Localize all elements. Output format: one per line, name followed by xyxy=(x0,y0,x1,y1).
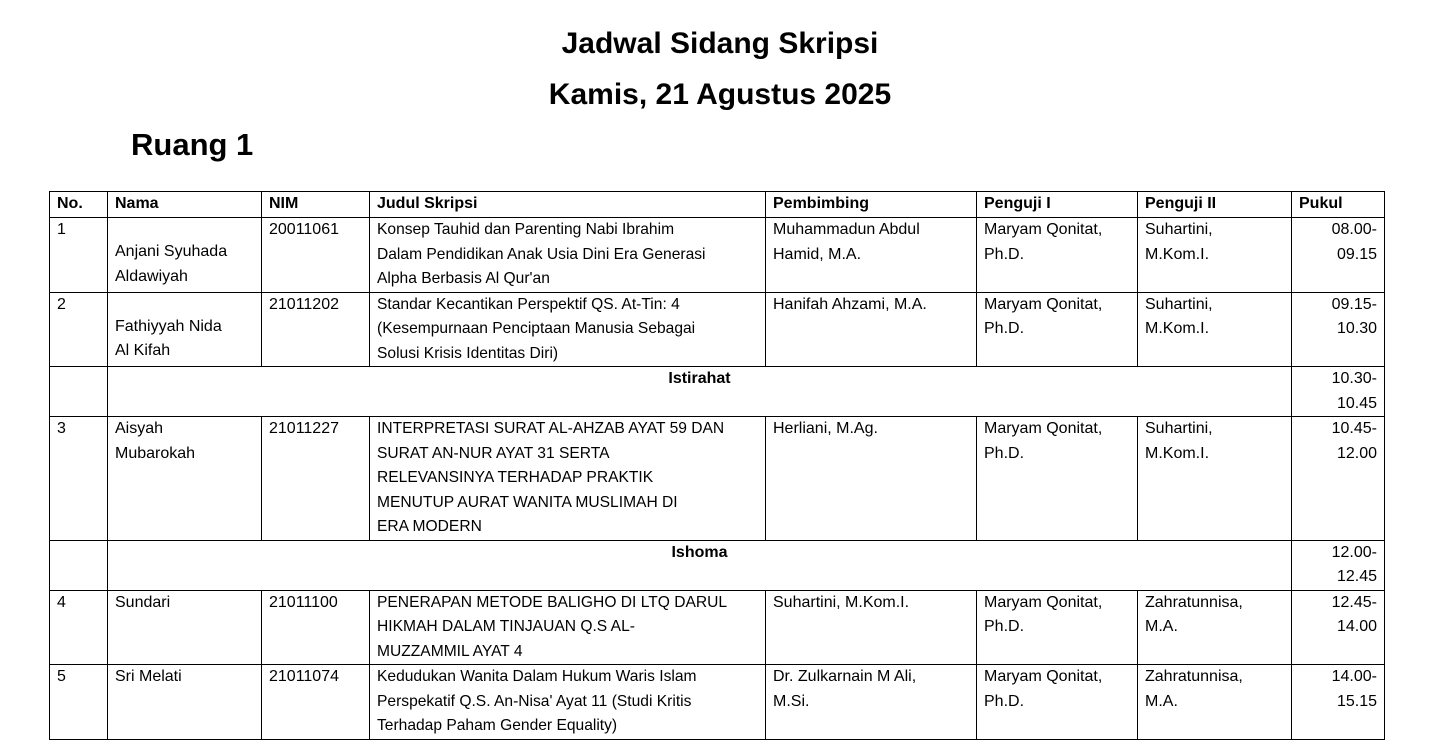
break-row xyxy=(50,367,1385,417)
cell-pukul: 12.45- 14.00 xyxy=(1292,590,1385,665)
cell-no: 5 xyxy=(50,665,108,740)
header-no: No. xyxy=(50,192,108,218)
table-row xyxy=(50,665,1385,740)
cell-penguji-1: Maryam Qonitat, Ph.D. xyxy=(977,665,1138,740)
cell-nama: Sri Melati xyxy=(108,665,262,740)
header-pembimbing: Pembimbing xyxy=(766,192,977,218)
cell-nim: 21011074 xyxy=(262,665,370,740)
cell-judul: Konsep Tauhid dan Parenting Nabi Ibrahim Dalam Pendidikan Anak Usia Dini Era Generasi Alpha Berbasis Al Qur'an xyxy=(370,218,766,293)
cell-nama: Anjani Syuhada Aldawiyah xyxy=(108,218,262,293)
cell-penguji-2: Suhartini, M.Kom.I. xyxy=(1138,292,1292,367)
break-label: Ishoma xyxy=(108,540,1292,590)
cell-no: 1 xyxy=(50,218,108,293)
cell-nama: Sundari xyxy=(108,590,262,665)
cell-judul: INTERPRETASI SURAT AL-AHZAB AYAT 59 DAN SURAT AN-NUR AYAT 31 SERTA RELEVANSINYA TERHADAP PRAKTIK MENUTUP AURAT WANITA MUSLIMAH DI ERA MODERN xyxy=(370,417,766,541)
cell-pukul: 10.30- 10.45 xyxy=(1292,367,1385,417)
cell-pembimbing: Herliani, M.Ag. xyxy=(766,417,977,541)
cell-penguji-2: Suhartini, M.Kom.I. xyxy=(1138,218,1292,293)
cell-nim: 20011061 xyxy=(262,218,370,293)
cell-nim: 21011100 xyxy=(262,590,370,665)
header-penguji-2: Penguji II xyxy=(1138,192,1292,218)
break-label: Istirahat xyxy=(108,367,1292,417)
cell-pukul: 10.45- 12.00 xyxy=(1292,417,1385,541)
cell-nim: 21011227 xyxy=(262,417,370,541)
table-row xyxy=(50,218,1385,293)
cell-penguji-2: Zahratunnisa, M.A. xyxy=(1138,665,1292,740)
cell-pembimbing: Muhammadun Abdul Hamid, M.A. xyxy=(766,218,977,293)
cell-no: 4 xyxy=(50,590,108,665)
cell-nim: 21011202 xyxy=(262,292,370,367)
cell-pukul: 09.15- 10.30 xyxy=(1292,292,1385,367)
cell-no xyxy=(50,540,108,590)
table-row xyxy=(50,292,1385,367)
cell-pukul: 12.00- 12.45 xyxy=(1292,540,1385,590)
cell-pembimbing: Hanifah Ahzami, M.A. xyxy=(766,292,977,367)
table-row xyxy=(50,417,1385,541)
cell-penguji-1: Maryam Qonitat, Ph.D. xyxy=(977,218,1138,293)
header-nama: Nama xyxy=(108,192,262,218)
cell-penguji-1: Maryam Qonitat, Ph.D. xyxy=(977,417,1138,541)
cell-pukul: 08.00- 09.15 xyxy=(1292,218,1385,293)
cell-no: 3 xyxy=(50,417,108,541)
cell-no xyxy=(50,367,108,417)
cell-nama: Fathiyyah Nida Al Kifah xyxy=(108,292,262,367)
cell-pembimbing: Suhartini, M.Kom.I. xyxy=(766,590,977,665)
cell-judul: Kedudukan Wanita Dalam Hukum Waris Islam Perspekatif Q.S. An-Nisa' Ayat 11 (Studi Kritis Terhadap Paham Gender Equality) xyxy=(370,665,766,740)
schedule-table xyxy=(49,191,1385,740)
table-header-row xyxy=(50,192,1385,218)
cell-pukul: 14.00- 15.15 xyxy=(1292,665,1385,740)
cell-penguji-1: Maryam Qonitat, Ph.D. xyxy=(977,292,1138,367)
cell-pembimbing: Dr. Zulkarnain M Ali, M.Si. xyxy=(766,665,977,740)
header-pukul: Pukul xyxy=(1292,192,1385,218)
header-judul: Judul Skripsi xyxy=(370,192,766,218)
table-row xyxy=(50,590,1385,665)
header-nim: NIM xyxy=(262,192,370,218)
break-row xyxy=(50,540,1385,590)
cell-judul: Standar Kecantikan Perspektif QS. At-Tin: 4 (Kesempurnaan Penciptaan Manusia Sebagai Solusi Krisis Identitas Diri) xyxy=(370,292,766,367)
cell-nama: Aisyah Mubarokah xyxy=(108,417,262,541)
document-title: Jadwal Sidang Skripsi xyxy=(561,27,879,60)
cell-penguji-2: Zahratunnisa, M.A. xyxy=(1138,590,1292,665)
cell-judul: PENERAPAN METODE BALIGHO DI LTQ DARUL HIKMAH DALAM TINJAUAN Q.S AL- MUZZAMMIL AYAT 4 xyxy=(370,590,766,665)
document-date: Kamis, 21 Agustus 2025 xyxy=(548,78,892,111)
room-heading: Ruang 1 xyxy=(131,127,254,162)
cell-penguji-1: Maryam Qonitat, Ph.D. xyxy=(977,590,1138,665)
header-penguji-1: Penguji I xyxy=(977,192,1138,218)
cell-no: 2 xyxy=(50,292,108,367)
cell-penguji-2: Suhartini, M.Kom.I. xyxy=(1138,417,1292,541)
